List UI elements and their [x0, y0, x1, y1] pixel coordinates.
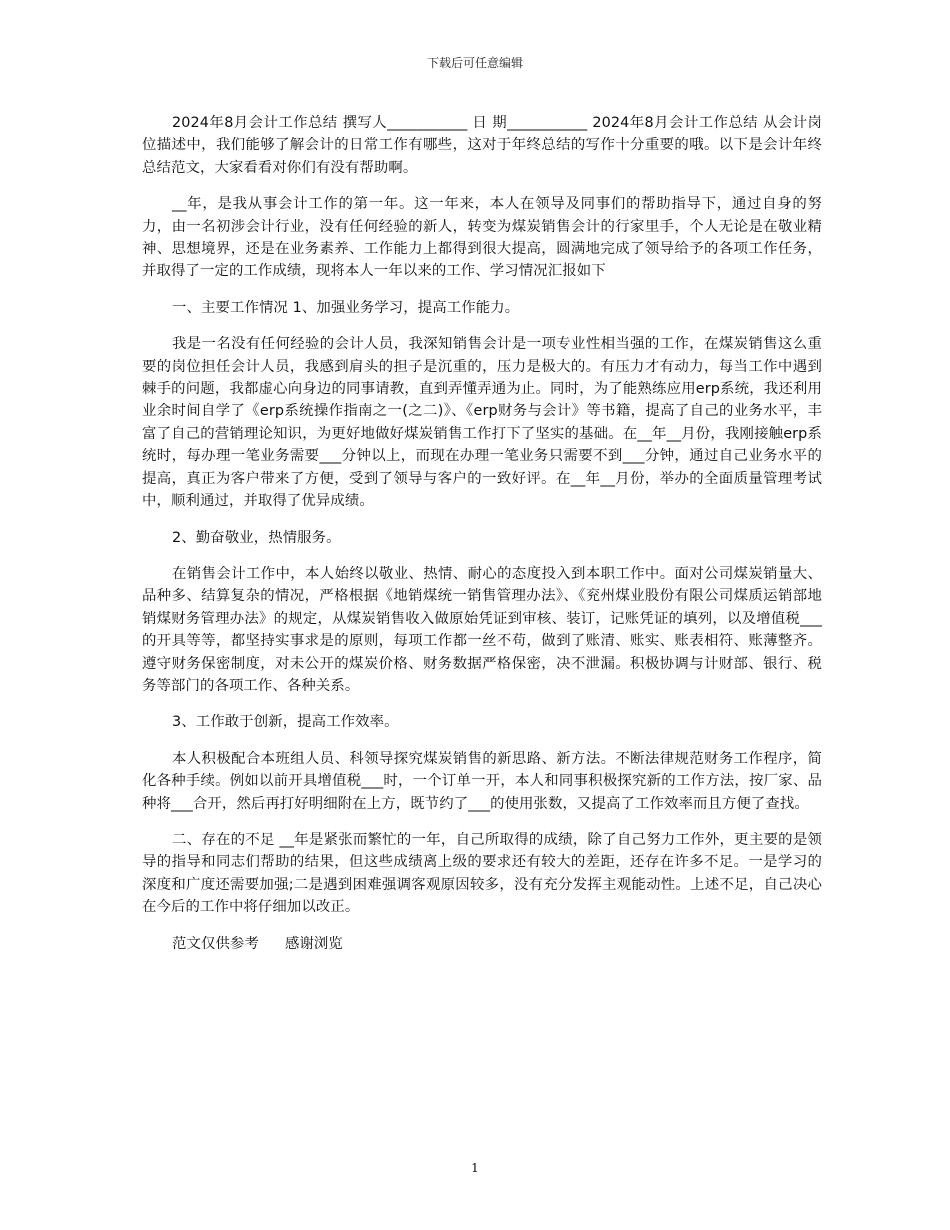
service-paragraph: 在销售会计工作中，本人始终以敬业、热情、耐心的态度投入到本职工作中。面对公司煤炭销量大、品种多、结算复杂的情况，严格根据《地销煤统一销售管理办法》、《兖州煤业股份有限公司煤质运销部地销煤财务管理办法》的规定，从煤炭销售收入做原始凭证到审核、装订，记账凭证的填列，以及增值税___的开具等等，都坚持实事求是的原则，每项工作都一丝不苟，做到了账清、账实、账表相符、账薄整齐。遵守财务保密制度，对未公开的煤炭价格、财务数据严格保密，决不泄漏。积极协调与计财部、银行、税务等部门的各项工作、各种关系。 [142, 565, 822, 694]
subheading-dedication: 2、勤奋敬业，热情服务。 [172, 529, 341, 546]
section-heading-main-work: 一、主要工作情况 1、加强业务学习，提高工作能力。 [172, 299, 520, 316]
page-number: 1 [471, 1161, 479, 1175]
document-body [142, 112, 822, 969]
innovation-paragraph: 本人积极配合本班组人员、科领导探究煤炭销售的新思路、新方法。不断法律规范财务工作程序，简化各种手续。例如以前开具增值税___时，一个订单一开，本人和同事积极探究新的工作方法，按厂家、品种将___合开，然后再打好明细附在上方，既节约了___的使用张数，又提高了工作效率而且方便了查找。 [142, 750, 822, 812]
footer-note-right: 感谢浏览 [284, 935, 343, 952]
footer-note [142, 933, 822, 955]
page-header: 下载后可任意编辑 [426, 56, 523, 70]
shortcomings-paragraph: 二、存在的不足 __年是紧张而繁忙的一年，自己所取得的成绩，除了自己努力工作外，更主要的是领导的指导和同志们帮助的结果，但这些成绩离上级的要求还有较大的差距，还存在许多不足。一是学习的深度和广度还需要加强;二是遇到困难强调客观原因较多，没有充分发挥主观能动性。上述不足，自己决心在今后的工作中将仔细加以改正。 [142, 831, 822, 916]
intro-paragraph: 2024年8月会计工作总结 撰写人___________ 日 期___________ 2024年8月会计工作总结 从会计岗位描述中，我们能够了解会计的日常工作有哪些，这对于年终总结的写作十分重要的哦。以下是会计年终总结范文，大家看看对你们有没有帮助啊。 [142, 115, 822, 176]
opening-paragraph: __年，是我从事会计工作的第一年。这一年来，本人在领导及同事们的帮助指导下，通过自身的努力，由一名初涉会计行业，没有任何经验的新人，转变为煤炭销售会计的行家里手，个人无论是在敬业精神、思想境界，还是在业务素养、工作能力上都得到很大提高，圆满地完成了领导给予的各项工作任务，并取得了一定的工作成绩，现将本人一年以来的工作、学习情况汇报如下 [142, 196, 822, 280]
study-paragraph: 我是一名没有任何经验的会计人员，我深知销售会计是一项专业性相当强的工作，在煤炭销售这么重要的岗位担任会计人员，我感到肩头的担子是沉重的，压力是极大的。有压力才有动力，每当工作中遇到棘手的问题，我都虚心向身边的同事请教，直到弄懂弄通为止。同时，为了能熟练应用erp系统，我还利用业余时间自学了《erp系统操作指南之一(之二)》、《erp财务与会计》等书籍，提高了自己的业务水平，丰富了自己的营销理论知识，为更好地做好煤炭销售工作打下了坚实的基础。在__年__月份，我刚接触erp系统时，每办理一笔业务需要___分钟以上，而现在办理一笔业务只需要不到___分钟，通过自己业务水平的提高，真正为客户带来了方便，受到了领导与客户的一致好评。在__年__月份，举办的全面质量管理考试中，顺利通过，并取得了优异成绩。 [142, 336, 822, 510]
subheading-innovation: 3、工作敢于创新，提高工作效率。 [172, 714, 399, 731]
footer-note-left: 范文仅供参考 [172, 935, 259, 952]
